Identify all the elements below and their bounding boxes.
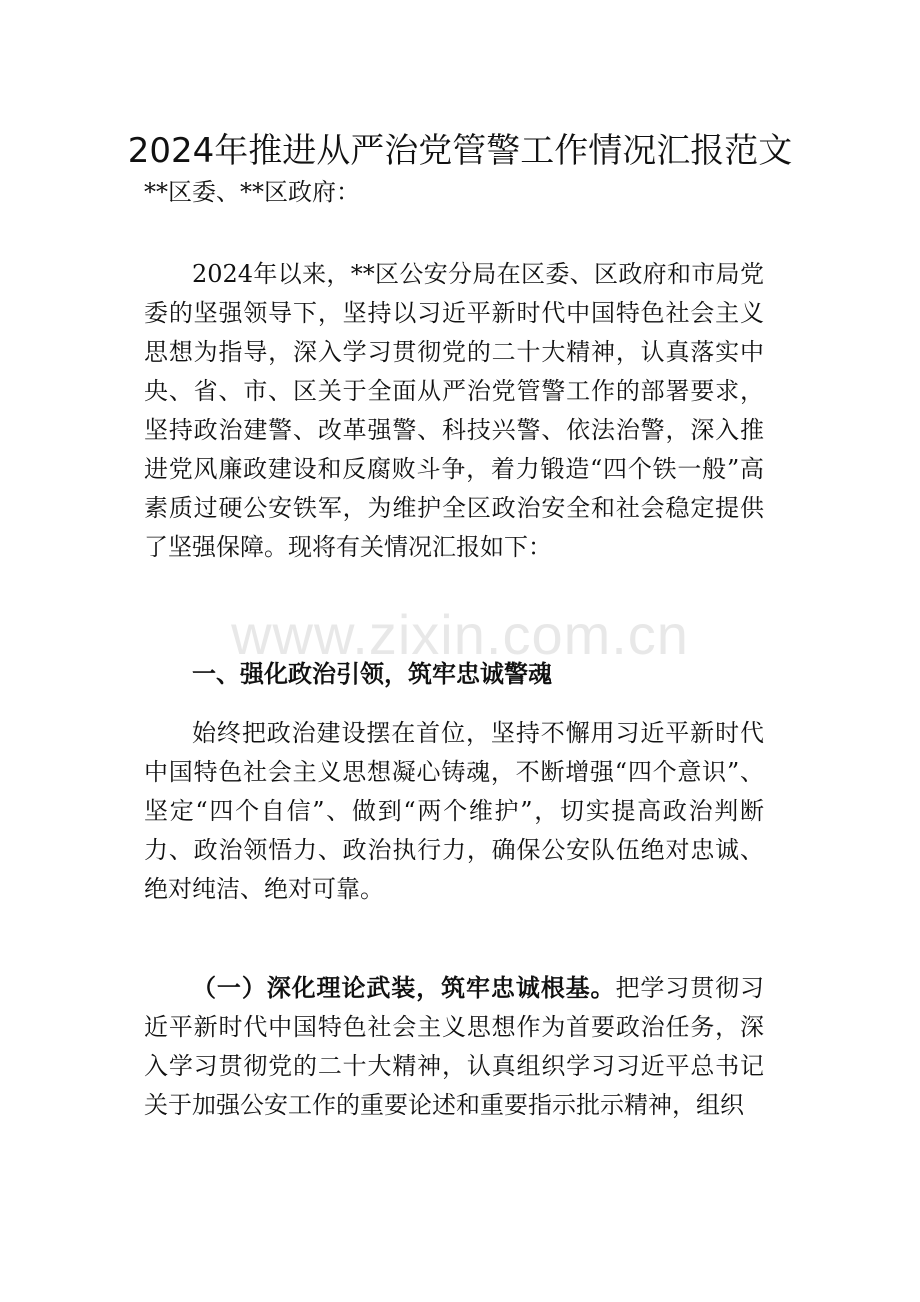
subsection-1-lead: （一）深化理论武装，筑牢忠诚根基。	[192, 973, 616, 1002]
subsection-1-paragraph	[144, 968, 764, 1125]
salutation: **区委、**区政府：	[144, 178, 360, 206]
watermark: www.zixin.com.cn	[231, 603, 689, 666]
document-title: 2024年推进从严治党管警工作情况汇报范文	[127, 131, 793, 171]
intro-paragraph: 2024年以来，**区公安分局在区委、区政府和市局党委的坚强领导下，坚持以习近平新时代中国特色社会主义思想为指导，深入学习贯彻党的二十大精神，认真落实中央、省、市、区关于全面从严治党管警工作的部署要求，坚持政治建警、改革强警、科技兴警、依法治警，深入推进党风廉政建设和反腐败斗争，着力锻造“四个铁一般”高素质过硬公安铁军，为维护全区政治安全和社会稳定提供了坚强保障。现将有关情况汇报如下：	[144, 260, 764, 561]
section-heading-1: 一、强化政治引领，筑牢忠诚警魂	[192, 659, 552, 688]
section-1-paragraph: 始终把政治建设摆在首位，坚持不懈用习近平新时代中国特色社会主义思想凝心铸魂，不断增强“四个意识”、坚定“四个自信”、做到“两个维护”，切实提高政治判断力、政治领悟力、政治执行力，确保公安队伍绝对忠诚、绝对纯洁、绝对可靠。	[144, 719, 764, 903]
subsection-1-text: 把学习贯彻习近平新时代中国特色社会主义思想作为首要政治任务，深入学习贯彻党的二十大精神，认真组织学习习近平总书记关于加强公安工作的重要论述和重要指示批示精神，组织	[144, 974, 765, 1119]
